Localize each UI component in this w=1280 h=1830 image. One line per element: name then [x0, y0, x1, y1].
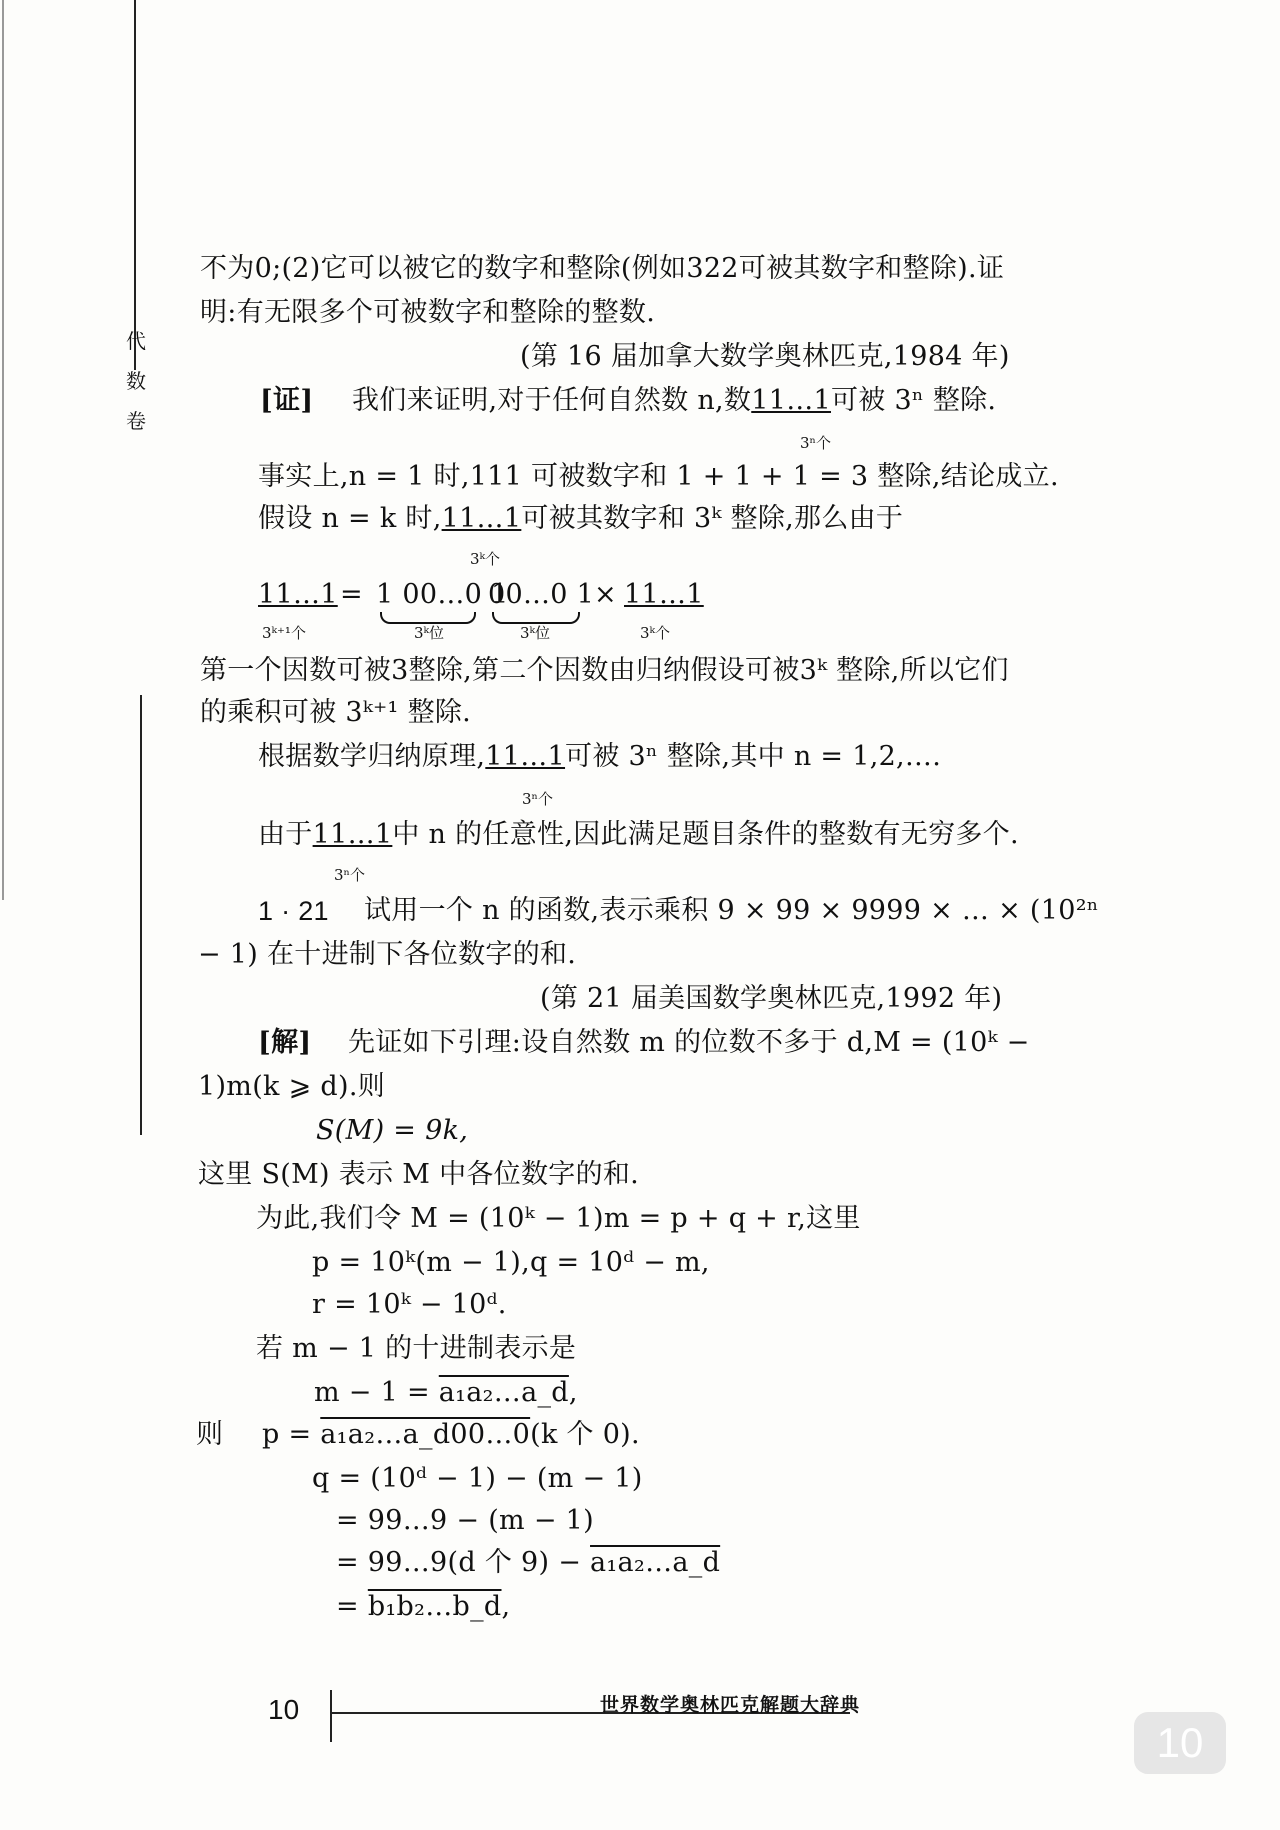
side-label-3: 卷	[126, 409, 146, 433]
source-citation-2: (第 21 届美国数学奥林匹克,1992 年)	[540, 983, 1003, 1014]
text-line-18: 为此,我们令 M = (10ᵏ − 1)m = p + q + r,这里	[256, 1203, 861, 1234]
text-span: 根据数学归纳原理,	[258, 741, 486, 772]
text-line-23-label: 则	[196, 1419, 224, 1450]
subscript-label: 3ⁿ个	[522, 790, 554, 808]
page-indicator-badge: 10	[1134, 1712, 1226, 1774]
text-line-15: 1)m(k ⩾ d).则	[198, 1071, 385, 1102]
text-line-5: 事实上,n = 1 时,111 可被数字和 1 + 1 + 1 = 3 整除,结论成立.	[258, 461, 1059, 492]
equation-factor-2: 00…0 1	[488, 579, 595, 610]
text-span: 中 n 的任意性,因此满足题目条件的整数有无穷多个.	[392, 819, 1019, 850]
equation-equals: =	[340, 579, 363, 610]
text-line-21: 若 m − 1 的十进制表示是	[256, 1333, 577, 1364]
text-line-8: 的乘积可被 3ᵏ⁺¹ 整除.	[200, 697, 472, 728]
subscript-label: 3ⁿ个	[800, 434, 832, 452]
text-span: m − 1 =	[314, 1377, 439, 1408]
footer-tick-bottom	[330, 1712, 332, 1742]
page-number: 10	[268, 1694, 300, 1725]
digit-string: a₁a₂…a_d	[438, 1377, 569, 1408]
text-span: p =	[262, 1419, 321, 1450]
equation-sub-1: 3ᵏ⁺¹个	[262, 624, 306, 642]
text-span: 可被 3ⁿ 整除.	[831, 385, 997, 416]
text-span: ,	[501, 1591, 511, 1622]
formula-line	[336, 1546, 720, 1580]
margin-rule-outer	[2, 0, 4, 900]
book-title: 世界数学奥林匹克解题大辞典	[600, 1694, 861, 1716]
margin-rule-mid	[140, 695, 142, 1135]
digit-string: a₁a₂…a_d00…0	[320, 1419, 531, 1450]
equation-factor-1: 1 00…0 1	[376, 579, 509, 610]
text-span: 假设 n = k 时,	[258, 503, 442, 534]
formula-line: r = 10ᵏ − 10ᵈ.	[312, 1289, 507, 1320]
subscript-label: 3ᵏ个	[470, 550, 501, 568]
formula-line: q = (10ᵈ − 1) − (m − 1)	[312, 1463, 643, 1494]
formula-line	[314, 1376, 578, 1410]
underbrace-1	[380, 612, 476, 624]
equation-sub-2: 3ᵏ位	[414, 624, 445, 642]
side-label-1: 代	[126, 329, 146, 353]
repunit: 11…1	[441, 503, 522, 534]
text-span: 由于	[258, 819, 313, 850]
repunit: 11…1	[485, 741, 566, 772]
formula-line: p = 10ᵏ(m − 1),q = 10ᵈ − m,	[312, 1247, 710, 1278]
equation-rhs: 11…1	[624, 579, 704, 610]
text-line-6	[258, 502, 903, 536]
problem-statement-1: 试用一个 n 的函数,表示乘积 9 × 99 × 9999 × … × (10²ⁿ	[364, 895, 1099, 926]
equation-lhs: 11…1	[258, 579, 338, 610]
repunit: 11…1	[751, 385, 831, 416]
text-span: 我们来证明,对于任何自然数 n,数	[352, 385, 752, 416]
text-line-10	[258, 818, 1019, 852]
equation-sub-3: 3ᵏ位	[520, 624, 551, 642]
proof-label: [证]	[260, 385, 314, 416]
text-span: =	[336, 1591, 368, 1622]
side-label-2: 数	[126, 369, 146, 393]
text-line-14: 先证如下引理:设自然数 m 的位数不多于 d,M = (10ᵏ −	[348, 1027, 1030, 1058]
formula-line	[262, 1418, 640, 1452]
text-span: ,	[568, 1377, 578, 1408]
text-line-4	[352, 384, 996, 418]
digit-string: a₁a₂…a_d	[590, 1547, 721, 1578]
text-line-2: 明:有无限多个可被数字和整除的整数.	[200, 297, 656, 328]
digit-string: b₁b₂…b_d	[367, 1591, 502, 1622]
equation-sub-4: 3ᵏ个	[640, 624, 671, 642]
text-span: 可被 3ⁿ 整除,其中 n = 1,2,….	[565, 741, 942, 772]
formula-line: = 99…9 − (m − 1)	[336, 1505, 594, 1536]
problem-number: 1 · 21	[258, 896, 329, 926]
equation-times: ×	[594, 579, 617, 610]
text-line-7: 第一个因数可被3整除,第二个因数由归纳假设可被3ᵏ 整除,所以它们	[200, 655, 1009, 686]
problem-statement-2: − 1) 在十进制下各位数字的和.	[198, 939, 577, 970]
source-citation-1: (第 16 届加拿大数学奥林匹克,1984 年)	[520, 341, 1010, 372]
text-line-9	[258, 740, 941, 774]
text-span: 可被其数字和 3ᵏ 整除,那么由于	[521, 503, 904, 534]
underbrace-2	[492, 612, 580, 624]
text-span: (k 个 0).	[530, 1419, 640, 1450]
formula-line	[336, 1590, 510, 1624]
formula-line: S(M) = 9k,	[316, 1115, 469, 1146]
repunit: 11…1	[312, 819, 393, 850]
solution-label: [解]	[258, 1027, 312, 1058]
text-line-1: 不为0;(2)它可以被它的数字和整除(例如322可被其数字和整除).证	[200, 253, 1005, 284]
subscript-label: 3ⁿ个	[334, 866, 366, 884]
text-line-17: 这里 S(M) 表示 M 中各位数字的和.	[198, 1159, 640, 1190]
text-span: = 99…9(d 个 9) −	[336, 1547, 591, 1578]
margin-rule-top	[134, 0, 136, 370]
